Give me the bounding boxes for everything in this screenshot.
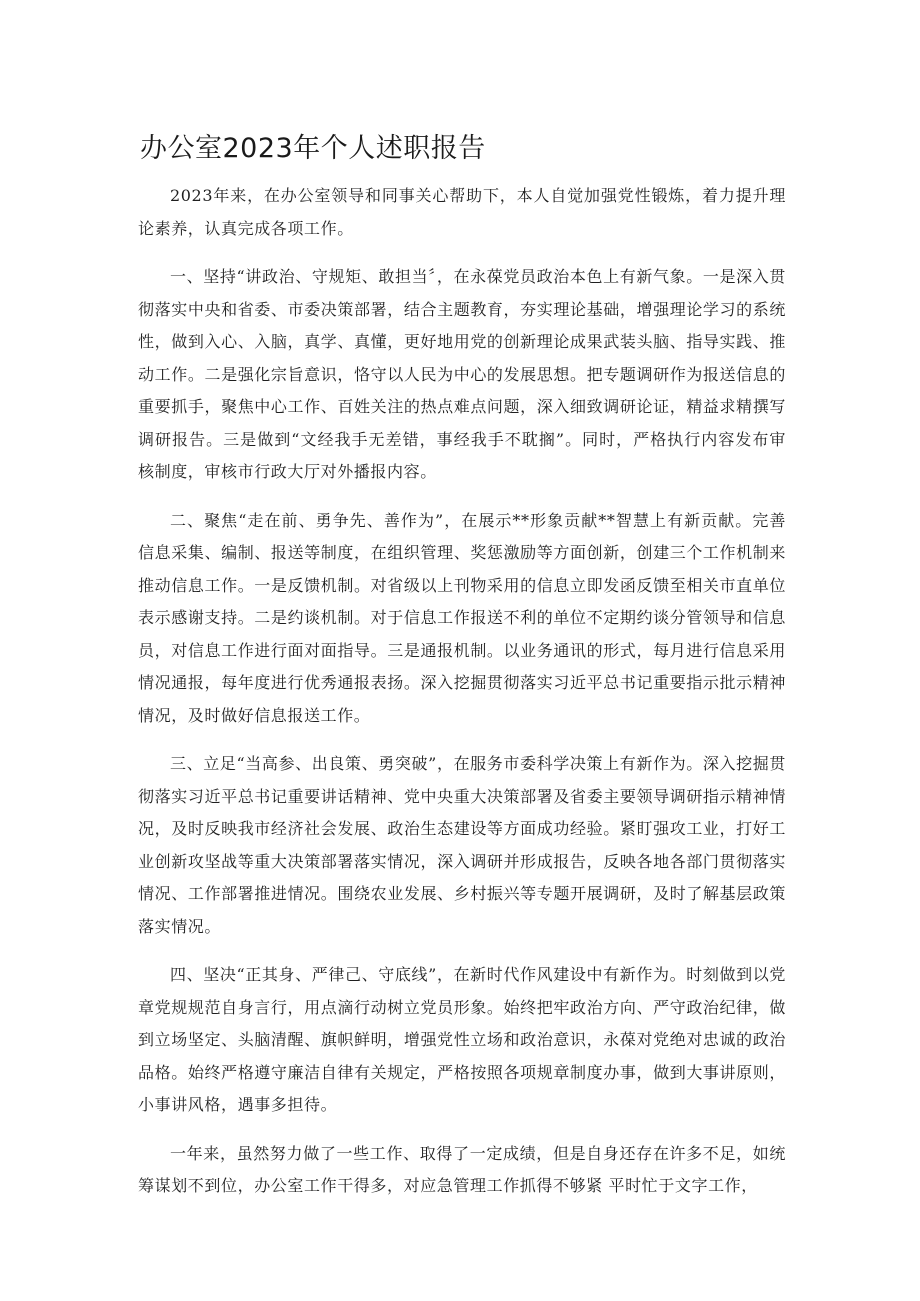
document-body [138,180,786,1219]
document-title: 办公室2023年个人述职报告 [140,133,486,164]
paragraph-section-3: 三、立足“当高参、出良策、勇突破”，在服务市委科学决策上有新作为。深入挖掘贯彻落实习近平总书记重要讲话精神、党中央重大决策部署及省委主要领导调研指示精神情况，及时反映我市经济社会发展、政治生态建设等方面成功经验。紧盯强攻工业，打好工业创新攻坚战等重大决策部署落实情况，深入调研并形成报告，反映各地各部门贯彻落实情况、工作部署推进情况。围绕农业发展、乡村振兴等专题开展调研，及时了解基层政策落实情况。 [138,754,786,936]
paragraph-section-1: 一、坚持“讲政治、守规矩、敢担当〞，在永葆党员政治本色上有新气象。一是深入贯彻落实中央和省委、市委决策部署，结合主题教育，夯实理论基础，增强理论学习的系统性，做到入心、入脑，真学、真懂，更好地用党的创新理论成果武装头脑、指导实践、推动工作。二是强化宗旨意识，恪守以人民为中心的发展思想。把专题调研作为报送信息的重要抓手，聚焦中心工作、百姓关注的热点难点问题，深入细致调研论证，精益求精撰写调研报告。三是做到“文经我手无差错，事经我手不耽搁”。同时，严格执行内容发布审核制度，审核市行政大厅对外播报内容。 [138,267,786,481]
paragraph-summary: 一年来，虽然努力做了一些工作、取得了一定成绩，但是自身还存在许多不足，如统筹谋划不到位，办公室工作干得多，对应急管理工作抓得不够紧 平时忙于文字工作， [138,1143,786,1195]
paragraph-section-2: 二、聚焦“走在前、勇争先、善作为”，在展示**形象贡献**智慧上有新贡献。完善信息采集、编制、报送等制度，在组织管理、奖惩激励等方面创新，创建三个工作机制来推动信息工作。一是反馈机制。对省级以上刊物采用的信息立即发函反馈至相关市直单位表示感谢支持。二是约谈机制。对于信息工作报送不利的单位不定期约谈分管领导和信息员，对信息工作进行面对面指导。三是通报机制。以业务通讯的形式，每月进行信息采用情况通报，每年度进行优秀通报表扬。深入挖掘贯彻落实习近平总书记重要指示批示精神情况，及时做好信息报送工作。 [138,510,786,725]
paragraph-intro: 2023年来，在办公室领导和同事关心帮助下，本人自觉加强党性锻炼，着力提升理论素养，认真完成各项工作。 [138,186,786,238]
paragraph-section-4: 四、坚决“正其身、严律己、守底线”，在新时代作风建设中有新作为。时刻做到以党章党规规范自身言行，用点滴行动树立党员形象。始终把牢政治方向、严守政治纪律，做到立场坚定、头脑清醒、旗帜鲜明，增强党性立场和政治意识，永葆对党绝对忠诚的政治品格。始终严格遵守廉洁自律有关规定，严格按照各项规章制度办事，做到大事讲原则，小事讲风格，遇事多担待。 [138,965,786,1114]
